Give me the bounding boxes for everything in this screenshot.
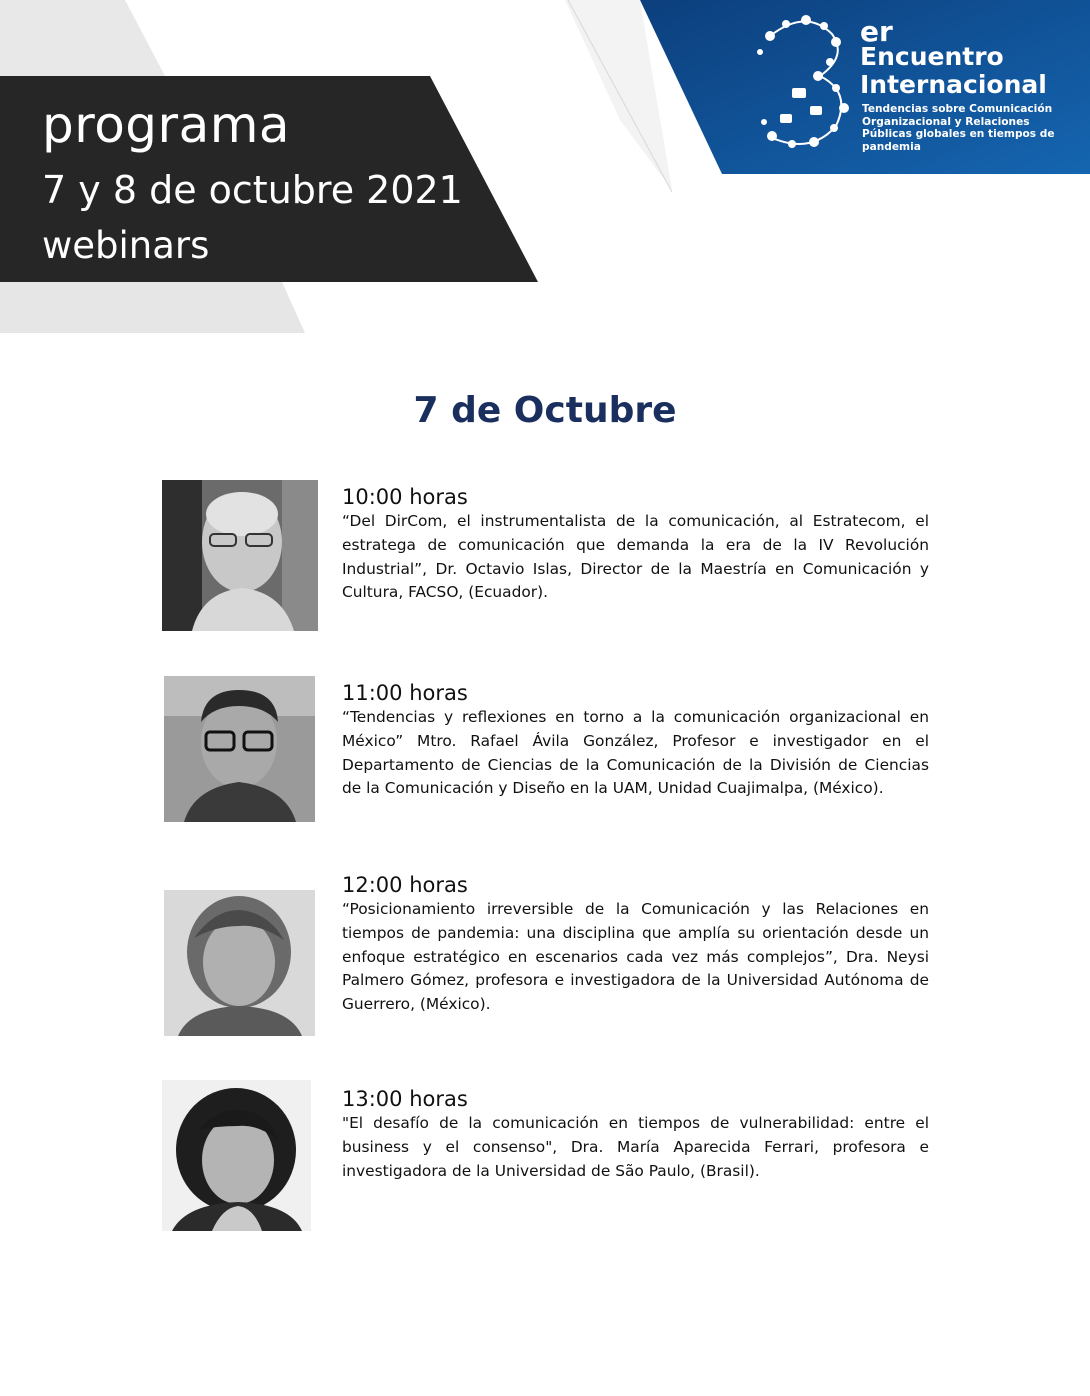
- logo-line-2: Internacional: [860, 70, 1047, 99]
- speaker-photo: [164, 676, 315, 822]
- logo-ordinal: er: [860, 15, 893, 48]
- program-dates: 7 y 8 de octubre 2021: [42, 168, 463, 212]
- session-description: "El desafío de la comunicación en tiempos de vulnerabilidad: entre el business y el consenso", Dra. María Aparecida Ferrari, profesora e investigadora de la Universidad de São Paulo, (Brasil).: [342, 1114, 929, 1180]
- number-three-icon: [752, 14, 860, 159]
- speaker-photo: [162, 480, 318, 631]
- event-logo: [752, 14, 1062, 164]
- speaker-photo: [164, 890, 315, 1036]
- session-description: “Tendencias y reflexiones en torno a la comunicación organizacional en México” Mtro. Rafael Ávila González, Profesor e investigador en el Departamento de Ciencias de la Comunicación de la División de Ciencias de la Comunicación y Diseño en la UAM, Unidad Cuajimalpa, (México).: [342, 708, 929, 798]
- session-time: 12:00 horas: [342, 873, 468, 897]
- program-format: webinars: [42, 224, 210, 267]
- logo-subtitle: Tendencias sobre Comunicación Organizacional y Relaciones Públicas globales en tiempos de pandemia: [862, 103, 1055, 153]
- session-description: “Posicionamiento irreversible de la Comunicación y las Relaciones en tiempos de pandemia: una disciplina que amplía su orientación desde un enfoque estratégico en escenarios cada vez más complejos”, Dra. Neysi Palmero Gómez, profesora e investigadora de la Universidad Autónoma de Guerrero, (México).: [342, 900, 929, 1014]
- session-description: “Del DirCom, el instrumentalista de la comunicación, al Estratecom, el estratega de comunicación que demanda la era de la IV Revolución Industrial”, Dr. Octavio Islas, Director de la Maestría en Comunicación y Cultura, FACSO, (Ecuador).: [342, 512, 929, 602]
- session-time: 13:00 horas: [342, 1087, 468, 1111]
- program-title: programa: [42, 96, 291, 154]
- day-heading: 7 de Octubre: [413, 390, 677, 431]
- logo-line-1: Encuentro: [860, 42, 1004, 71]
- session-time: 10:00 horas: [342, 485, 468, 509]
- session-time: 11:00 horas: [342, 681, 468, 705]
- speaker-photo: [162, 1080, 311, 1231]
